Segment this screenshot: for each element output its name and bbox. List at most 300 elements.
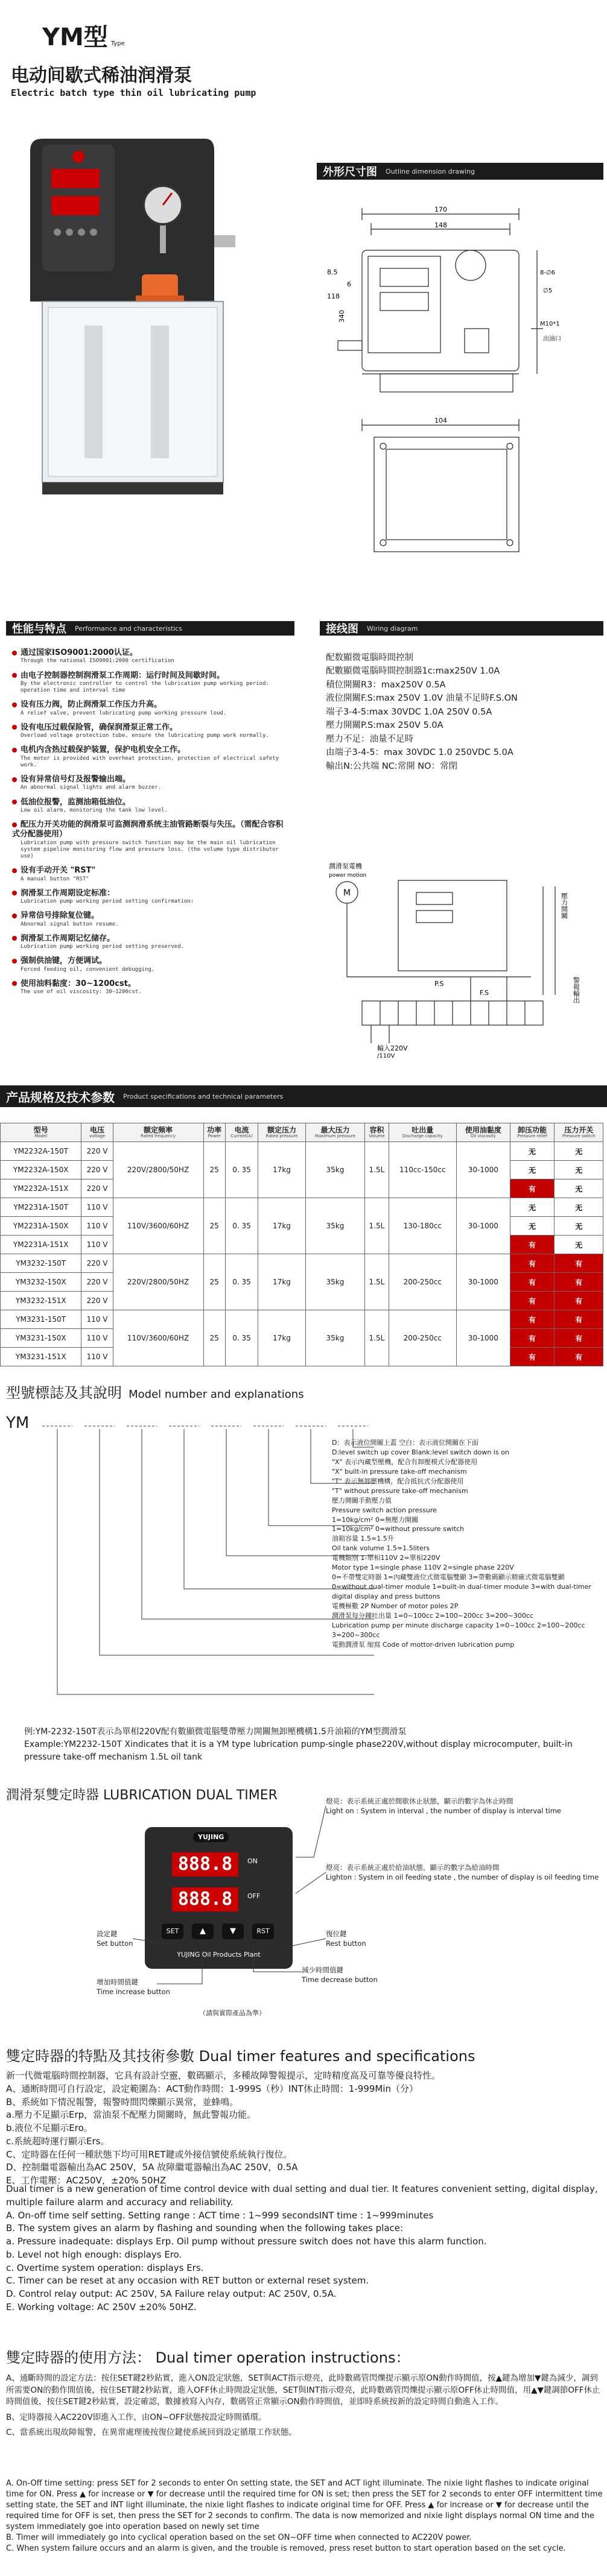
model-example-cn: 例:YM-2232-150T表示為單相220V配有數顯微電腦雙帶壓力開關無卸壓機構1.5升油箱的YM型潤滑泵 — [24, 1727, 407, 1737]
spec-table — [0, 1123, 603, 1366]
spec-header-cn: 额定频率 — [144, 1125, 173, 1134]
timer-up-button[interactable]: ▲ — [192, 1924, 214, 1939]
spec-switch: 有 — [555, 1254, 603, 1273]
model-note: "X" 表示內藏型壓機，配合有卸壓模式分配器使用 — [332, 1457, 478, 1466]
model-note: 潤滑泵每分鐘吐出量 1=0~100cc 2=100~200cc 3=200~300cc — [332, 1611, 534, 1620]
callout-decrease-en: Time decrease button — [302, 1975, 378, 1984]
feature-cn: 电机内含热过载保护装置，保护电机安全工作。 — [21, 745, 186, 755]
spec-header — [225, 1123, 258, 1142]
spec-header-cn: 型号 — [33, 1125, 48, 1134]
spec-discharge: 200-250cc — [389, 1310, 457, 1366]
spec-relief: 无 — [510, 1142, 555, 1161]
timer-feature-en-line: a. Pressure inadequate: displays Erp. Oil pump without pressure switch does not have this alarm function. — [6, 2236, 487, 2247]
timer-usage-cn-line: A、通斷時間的設定方法：按住SET鍵2秒鉆實，進入ON設定狀態，SET與ACT指示燈亮，此時數碼管閃爍提示顯示原ON動作時間值，按▲鍵為增加▼鍵為減少，調到所需要ON的動作間值後，按住SET鍵2秒鉆實，進入OFF休止時間設定狀態，SET與INT指示燈亮，此時數碼管閃爍提示顯示原OFF休止時間值，用▲▼鍵調節OFF休止時間值後，按住SET鍵2秒鉆實，設定確認，數據被寫入內存，數碼管正常顯示ON動作時間值，並即時系統按新的設定時間自動進入工作。 — [6, 2373, 600, 2407]
model-note: "T" without pressure take-off mechanism — [332, 1486, 468, 1495]
spec-max: 35kg — [305, 1310, 365, 1366]
timer-callout-light-on2 — [326, 1863, 603, 1882]
model-note: D:level switch up cover Blank:level switch down is on — [332, 1448, 509, 1456]
model-note: Lubrication pump per minute discharge capacity 1=0~100cc 2=100~200cc 3=200~300cc — [332, 1621, 585, 1639]
spec-current: 0. 35 — [225, 1142, 258, 1198]
spec-header — [258, 1123, 305, 1142]
timer-panel-label: YUJING Oil Products Plant — [177, 1951, 261, 1959]
spec-header-cn: 最大压力 — [320, 1125, 350, 1134]
spec-freq: 110V/3600/60HZ — [113, 1310, 203, 1366]
feature-bullet-icon — [12, 959, 17, 964]
pump-display-top — [51, 169, 100, 188]
spec-vol: 1.5L — [365, 1254, 389, 1310]
spec-header-cn: 吐出量 — [412, 1125, 434, 1134]
callout-set-en: Set button — [97, 1939, 133, 1948]
spec-freq: 220V/2800/50HZ — [113, 1142, 203, 1198]
feature-en: The use of oil viscosity: 30~1200cst. — [21, 989, 142, 995]
wiring-fs: F.S — [480, 989, 489, 997]
feature-en: Abnormal signal button resume. — [21, 921, 119, 927]
model-example-en: Example:YM2232-150T Xindicates that it is a YM type lubrication pump-single phase220V,without display microcomputer, built-in pressure take-off mechanism 1.5L oil tank — [24, 1740, 573, 1762]
spec-current: 0. 35 — [225, 1310, 258, 1366]
spec-discharge: 110cc-150cc — [389, 1142, 457, 1198]
spec-voltage: 110 V — [81, 1348, 113, 1366]
feature-bullet-icon — [12, 777, 17, 782]
feature-item — [12, 745, 290, 769]
spec-header-en: Discharge capacity — [402, 1133, 443, 1138]
timer-usage-cn — [6, 2373, 603, 2443]
model-title: YM型 — [42, 24, 108, 51]
spec-voltage: 220 V — [81, 1161, 113, 1179]
spec-vol: 1.5L — [365, 1198, 389, 1254]
model-expl-title-cn: 型號標誌及其說明 — [6, 1384, 122, 1401]
table-row — [1, 1142, 603, 1161]
spec-header — [1, 1123, 81, 1142]
wiring-line: 液位開關F.S:max 250V 1.0V 油量不足時F.S.ON — [326, 693, 518, 704]
feature-item — [12, 911, 290, 928]
spec-model: YM2231A-151X — [1, 1236, 81, 1254]
spec-header-cn: 使用油黏度 — [465, 1125, 501, 1134]
wiring-ps: P.S — [434, 980, 444, 988]
spec-header-cn: 卸压功能 — [518, 1125, 547, 1134]
timer-features-en — [6, 2183, 603, 2314]
spec-header-en: Maximum pressure — [314, 1133, 355, 1138]
spec-header — [113, 1123, 203, 1142]
wiring-input2: /110V — [377, 1053, 395, 1059]
feature-bullet-icon — [12, 702, 17, 707]
spec-voltage: 110 V — [81, 1236, 113, 1254]
spec-title-cn: 产品规格及技术参数 — [6, 1090, 115, 1105]
spec-header-en: voltage — [89, 1133, 106, 1138]
cn-title: 电动间歇式稀油润滑泵 — [11, 65, 192, 86]
model-note: 電機極數 2P Number of motor poles 2P — [332, 1602, 459, 1610]
timer-display-bottom: 888.8 — [172, 1887, 238, 1911]
dim-148: 148 — [434, 221, 447, 229]
callout-reset-en: Rest button — [326, 1939, 366, 1948]
feature-item — [12, 889, 290, 906]
wiring-line: 壓力不足：油量不足時 — [326, 734, 413, 744]
feature-bullet-icon — [12, 673, 17, 678]
timer-rst-button[interactable]: RST — [252, 1924, 274, 1939]
timer-feature-en-line: A. On-off time self setting. Setting range : ACT time : 1~999 secondsINT time : 1~999minutes — [6, 2209, 434, 2221]
model-code-diagram — [36, 1411, 374, 1725]
callout-light-on-cn: 燈亮：表示系統正處於間歇休止狀態，顯示的數字為休止時間 — [326, 1797, 513, 1805]
feature-en: Low oil alarm, monitoring the tank low level. — [21, 807, 168, 813]
timer-note: （請與實際產品為準） — [199, 2009, 265, 2017]
feature-cn: 由电子控制器控制润滑泵工作周期：运行时间及间歇时间。 — [21, 671, 225, 680]
spec-switch: 无 — [555, 1198, 603, 1217]
spec-relief: 无 — [510, 1217, 555, 1236]
feature-bullet-icon — [12, 725, 17, 730]
spec-voltage: 220 V — [81, 1179, 113, 1198]
header — [42, 18, 125, 52]
spec-header-cn: 额定压力 — [267, 1125, 296, 1134]
en-title: Electric batch type thin oil lubricating pump — [11, 87, 256, 98]
spec-header-en: Volume — [369, 1133, 385, 1138]
spec-rated: 17kg — [258, 1198, 305, 1254]
timer-features-cn — [6, 2069, 603, 2188]
spec-model: YM3232-150T — [1, 1254, 81, 1273]
feature-cn: 低油位报警，监测油箱低油位。 — [21, 797, 131, 807]
spec-switch: 无 — [555, 1236, 603, 1254]
dim-104: 104 — [434, 417, 447, 425]
spec-visc: 30-1000 — [457, 1142, 510, 1198]
spec-switch: 有 — [555, 1292, 603, 1310]
features-list — [12, 648, 290, 1002]
spec-switch: 有 — [555, 1348, 603, 1366]
feature-cn: 设有压力阀，防止润滑泵工作压力升高。 — [21, 700, 162, 710]
feature-cn: 通过国家ISO9001:2000认证。 — [21, 648, 138, 657]
features-title-en: Performance and characteristics — [75, 624, 183, 633]
timer-usage-title: 雙定時器的使用方法： Dual timer operation instructions： — [6, 2349, 410, 2366]
spec-visc: 30-1000 — [457, 1310, 510, 1366]
spec-model: YM3231-150T — [1, 1310, 81, 1329]
spec-switch: 有 — [555, 1329, 603, 1348]
spec-header-en: Current(A) — [230, 1133, 253, 1138]
pump-display-bottom — [51, 196, 100, 215]
feature-cn: 设有异常信号灯及报警输出端。 — [21, 775, 131, 784]
model-notes — [332, 1438, 603, 1650]
spec-header-en: Model — [34, 1133, 48, 1138]
outlet-label: 出油口 — [543, 336, 561, 343]
wiring-line: 積位開關R3：max250V 0.5A — [326, 680, 446, 690]
timer-feature-en-line: C. Timer can be reset at any occasion with RET button or external reset system. — [6, 2275, 369, 2287]
feature-bullet-icon — [12, 868, 17, 873]
spec-power: 25 — [203, 1198, 225, 1254]
feature-cn: 使用油料黏度：30~1200cst。 — [21, 979, 136, 988]
spec-rated: 17kg — [258, 1254, 305, 1310]
model-note: 壓力開關手動壓力值 — [332, 1496, 392, 1504]
spec-voltage: 110 V — [81, 1329, 113, 1348]
timer-usage-cn-line: B、定時器接入AC220V即進入工作，由ON~OFF狀態按設定時間循環。 — [6, 2412, 267, 2422]
spec-voltage: 110 V — [81, 1217, 113, 1236]
model-note: 0=不帶雙定時器 1=內藏雙液位式微電腦雙顯 3=帶數碼顯示精確式微電腦雙顯 — [332, 1573, 565, 1582]
wiring-line: 配数顯微電腦時間控制 — [326, 653, 413, 663]
model-note: 1=10kg/cm² 0=without pressure switch — [332, 1525, 465, 1533]
timer-on-label: ON — [247, 1857, 258, 1865]
feature-bullet-icon — [12, 891, 17, 895]
outline-title-bar — [317, 163, 603, 180]
model-note: "T" 表示無卸壓機構，配合抵抗式分配器使用 — [332, 1477, 464, 1485]
spec-relief: 有 — [510, 1348, 555, 1366]
timer-feature-en-line: B. The system gives an alarm by flashing and sounding when the following takes place: — [6, 2223, 404, 2234]
model-note: 電動潤滑泵 缩寫 Code of mottor-driven lubrication pump — [332, 1640, 515, 1649]
callout-set-cn: 設定鍵 — [97, 1930, 118, 1938]
dim-5: ∅5 — [543, 288, 553, 294]
spec-model: YM2231A-150T — [1, 1198, 81, 1217]
spec-freq: 110V/3600/60HZ — [113, 1198, 203, 1254]
timer-usage-en-line: C. When system failure occurs and an alarm is given, and the trouble is removed, press reset button to start operation based on the set cycle. — [6, 2543, 566, 2553]
wiring-motor-en: power motion — [329, 873, 367, 879]
timer-feature-en-line: D. Control relay output: AC 250V, 5A Failure relay output: AC 250V, 0.5A. — [6, 2288, 337, 2299]
spec-model: YM3231-150X — [1, 1329, 81, 1348]
dim-118: 118 — [327, 292, 340, 300]
feature-cn: 润滑泵工作周期记忆储存。 — [21, 933, 115, 943]
timer-feature-cn-line: C、定時器在任何一種狀態下均可用RET鍵或外接信號使系統執行復位。 — [6, 2148, 293, 2160]
timer-feature-en-line: E. Working voltage: AC 250V ±20% 50HZ. — [6, 2301, 197, 2312]
outline-dimension-drawing — [326, 202, 591, 588]
feature-cn: 设有电压过载保险管，确保润滑泵正常工作。 — [21, 722, 178, 732]
table-row — [1, 1254, 603, 1273]
feature-en: A relief valve, prevent lubricating pump working pressure loud. — [21, 710, 227, 716]
spec-header — [510, 1123, 555, 1142]
spec-header — [365, 1123, 389, 1142]
type-label: Type — [110, 40, 125, 47]
timer-feature-en-line: Dual timer is a new generation of time control device with dual setting and dual tier. It features convenient setting, digital display, multiple failure alarm and accuracy and reliability. — [6, 2183, 598, 2208]
table-row — [1, 1198, 603, 1217]
callout-reset-cn: 復位鍵 — [326, 1930, 347, 1938]
spec-switch: 无 — [555, 1217, 603, 1236]
spec-header-cn: 功率 — [207, 1125, 222, 1134]
spec-model: YM3231-151X — [1, 1348, 81, 1366]
spec-voltage: 220 V — [81, 1142, 113, 1161]
spec-relief: 有 — [510, 1236, 555, 1254]
timer-feature-en-line: c. Overtime system operation: displays Ers. — [6, 2262, 204, 2273]
spec-voltage: 220 V — [81, 1292, 113, 1310]
callout-decrease-cn: 減少時間值鍵 — [302, 1966, 343, 1974]
spec-vol: 1.5L — [365, 1142, 389, 1198]
feature-bullet-icon — [12, 748, 17, 753]
timer-feature-cn-line: b.液位不足顯示Ero。 — [6, 2123, 93, 2133]
spec-header — [305, 1123, 365, 1142]
timer-feature-cn-line: a.壓力不足顯示Erp，當油泵不配壓力開關時，無此警報功能。 — [6, 2109, 256, 2121]
timer-feature-cn-line: A、通断時間可自行設定，設定範圍為：ACT動作時間：1-999S（秒）INT休止時間：1-999Min（分） — [6, 2083, 419, 2094]
feature-en: An abnormal signal lights and alarm buzzer. — [21, 784, 161, 791]
spec-current: 0. 35 — [225, 1198, 258, 1254]
spec-relief: 无 — [510, 1161, 555, 1179]
model-expl-title-en: Model number and explanations — [129, 1388, 304, 1401]
feature-cn: 异常信号排除复位键。 — [21, 911, 100, 921]
feature-bullet-icon — [12, 651, 17, 655]
spec-rated: 17kg — [258, 1142, 305, 1198]
model-note: D：表示液位開關上蓋 空白：表示液位開關在下面 — [332, 1439, 478, 1447]
model-note: 1=10kg/cm² 0=無壓力開關 — [332, 1515, 419, 1524]
spec-vol: 1.5L — [365, 1310, 389, 1366]
callout-increase-en: Time increase button — [97, 1987, 170, 1996]
timer-title: 潤滑泵雙定時器 LUBRICATION DUAL TIMER — [6, 1788, 278, 1803]
timer-feature-en-line: b. Level not high enough: displays Ero. — [6, 2249, 182, 2260]
spec-voltage: 110 V — [81, 1310, 113, 1329]
spec-visc: 30-1000 — [457, 1198, 510, 1254]
spec-title-en: Product specifications and technical parameters — [123, 1092, 284, 1100]
spec-model: YM2231A-150X — [1, 1217, 81, 1236]
model-expl-title — [6, 1381, 304, 1402]
spec-header-en: Power — [208, 1133, 221, 1138]
wiring-title-bar — [320, 621, 603, 636]
timer-off-label: OFF — [247, 1892, 261, 1900]
spec-title-bar — [0, 1085, 607, 1107]
spec-switch: 无 — [555, 1161, 603, 1179]
timer-callout-set — [97, 1930, 133, 1948]
spec-max: 35kg — [305, 1198, 365, 1254]
model-note: 電機類別 1-單相110V 2=單相220V — [332, 1554, 440, 1562]
wiring-input: 輸入220V — [377, 1044, 408, 1052]
spec-header-cn: 电流 — [234, 1125, 249, 1134]
model-note: Pressure switch action pressure — [332, 1506, 437, 1514]
features-title-bar — [6, 621, 294, 636]
spec-header — [81, 1123, 113, 1142]
timer-usage-en-line: A. On-Off time setting: press SET for 2 seconds to enter On setting state, the SET and ACT light illuminate. The nixie light flashes to indicate original time for ON. Press ▲ for increase or ▼ for decrease until the required time for ON is set; then press the SET for 2 seconds to enter OFF intermittent time setting state, the SET and INT light illuminate, the nixie light flashes to indicate original time for OFF. Press ▲ for increase or ▼ for decrease until the required time for OFF is set, then press the SET for 2 seconds to confirm. The data is now memorized and nixie light displays normal ON time and the system immediately goe into operation based on newly set time — [6, 2479, 603, 2531]
table-row — [1, 1310, 603, 1329]
feature-en: By the electronic controller to control the lubrication pump working period: operation time and interval time — [21, 680, 269, 693]
wiring-m: M — [343, 888, 351, 898]
feature-item — [12, 820, 290, 860]
feature-en: Through the national ISO9001:2000 certification — [21, 658, 174, 665]
feature-item — [12, 979, 290, 996]
feature-bullet-icon — [12, 822, 17, 827]
feature-item — [12, 671, 290, 695]
feature-en: Overload voltage protection tube, ensure the lubricating pump work normally. — [21, 733, 269, 739]
timer-feature-cn-line: B、系統如下情況報警，報警時間閃爍顯示異常，並蜂鳴。 — [6, 2096, 239, 2107]
wiring-line: 由端子3-4-5：max 30VDC 1.0 250VDC 5.0A — [326, 748, 513, 758]
spec-header-en: Oil viscosity — [470, 1133, 496, 1138]
spec-switch: 无 — [555, 1142, 603, 1161]
spec-model: YM2232A-150X — [1, 1161, 81, 1179]
model-example — [24, 1726, 597, 1764]
feature-item — [12, 648, 290, 665]
outline-title-en: Outline dimension drawing — [386, 167, 475, 175]
spec-header-en: Pressure relief — [517, 1133, 547, 1138]
spec-relief: 有 — [510, 1179, 555, 1198]
callout-light-on2-cn: 燈亮：表示系統正處於給油狀態，顯示的數字為給油時間 — [326, 1863, 500, 1872]
model-note: 油箱容量 1.5=1.5升 — [332, 1535, 394, 1543]
wiring-motor-label: 潤滑泵電機 — [329, 862, 362, 870]
feature-item — [12, 700, 290, 717]
spec-header — [203, 1123, 225, 1142]
feature-bullet-icon — [12, 800, 17, 804]
dim-170: 170 — [434, 206, 447, 213]
model-note: Motor type 1=single phase 110V 2=single phase 220V — [332, 1564, 514, 1572]
spec-header-en: Rated frequency — [141, 1133, 176, 1138]
spec-header-cn: 电压 — [90, 1125, 105, 1134]
feature-cn: 强制供油键，方便调试。 — [21, 956, 107, 966]
model-note: 0=without dual-timer module 1=built-in dual-timer module 3=with dual-timer digital display and press buttons — [332, 1583, 591, 1600]
outline-title-cn: 外形尺寸图 — [323, 166, 377, 178]
feature-en: The motor is provided with overheat protection, protection of electrical safety work. — [21, 755, 279, 768]
wiring-line: 壓力開關P.S:max 250V 5.0A — [326, 721, 443, 731]
spec-relief: 无 — [510, 1198, 555, 1217]
timer-brand: YUJING — [193, 1832, 229, 1842]
wiring-title-en: Wiring diagram — [367, 624, 418, 633]
feature-cn: 配压力开关功能的润滑泵可监测润滑系统主油管路断裂与失压。（需配合容积式分配器使用） — [12, 820, 284, 839]
dim-340: 340 — [338, 310, 346, 323]
feature-cn: 设有手动开关 "RST" — [21, 866, 96, 876]
spec-header — [389, 1123, 457, 1142]
spec-header — [457, 1123, 510, 1142]
spec-relief: 有 — [510, 1254, 555, 1273]
wiring-line: 端子3-4-5:max 30VDC 1.0A 250V 0.5A — [326, 707, 492, 717]
timer-usage-cn-line: C、當系統出現故障報警，在異常處理後按復位鍵使系統回到設定循環工作狀態。 — [6, 2428, 297, 2438]
spec-switch: 无 — [555, 1179, 603, 1198]
dim-8-6: 8-∅6 — [540, 270, 556, 276]
dim-6: 6 — [347, 280, 351, 288]
spec-header-en: Rated pressure — [265, 1133, 298, 1138]
callout-light-on-en: Light on : System in interval , the number of display is interval time — [326, 1806, 561, 1815]
timer-feature-cn-line: 新一代微電腦時間控制器，它具有設計空靈，數碼顯示，多種故障警報提示，定時精度高及可靠等優良特性。 — [6, 2070, 441, 2081]
callout-light-on2-en: Lighton : System in oil feeding state , the number of display is oil feeding time — [326, 1872, 599, 1881]
feature-cn: 润滑泵工作周期设定标准： — [21, 888, 115, 898]
feature-item — [12, 934, 290, 951]
timer-usage-en-line: B. Timer will immediately go into cyclical operation based on the set ON~OFF time when connected to AC220V power. — [6, 2533, 472, 2542]
timer-feature-cn-line: c.系統超時運行顯示Ers。 — [6, 2135, 110, 2147]
spec-header-en: Pressure switch — [562, 1133, 596, 1138]
spec-header-cn: 容积 — [369, 1125, 384, 1134]
wiring-line: 輸出N:公共端 NC:常開 NO：常閉 — [326, 761, 458, 771]
spec-discharge: 200-250cc — [389, 1254, 457, 1310]
pump-product-image — [6, 127, 302, 507]
spec-rated: 17kg — [258, 1310, 305, 1366]
timer-usage-en — [6, 2478, 603, 2554]
spec-relief: 有 — [510, 1329, 555, 1348]
spec-visc: 30-1000 — [457, 1254, 510, 1310]
spec-discharge: 130-180cc — [389, 1198, 457, 1254]
spec-relief: 有 — [510, 1292, 555, 1310]
feature-item — [12, 866, 290, 883]
spec-current: 0. 35 — [225, 1254, 258, 1310]
timer-features-title: 雙定時器的特點及其技術參數 Dual timer features and specifications — [6, 2048, 475, 2065]
spec-power: 25 — [203, 1142, 225, 1198]
wiring-line: 配數顯微電腦時間控制器1c:max250V 1.0A — [326, 666, 500, 677]
features-title-cn: 性能与特点 — [12, 623, 66, 636]
feature-en: A manual button "RST" — [21, 876, 89, 882]
timer-callout-light-on — [326, 1797, 603, 1816]
wiring-alarm: 壓力開關 — [560, 892, 568, 919]
spec-model: YM3232-151X — [1, 1292, 81, 1310]
wiring-alarm2: 警報輸出 — [572, 977, 580, 1003]
model-note: "X" built-in pressure take-off mechanism — [332, 1467, 467, 1476]
timer-callout-lines — [133, 1809, 332, 2008]
model-note: Oil tank volume 1.5=1.5liters — [332, 1544, 430, 1553]
feature-bullet-icon — [12, 936, 17, 941]
wiring-specs — [326, 651, 597, 773]
callout-increase-cn: 增加時間值鍵 — [97, 1978, 138, 1986]
feature-item — [12, 798, 290, 815]
spec-switch: 有 — [555, 1273, 603, 1292]
timer-feature-cn-line: D、控制繼電器輸出為AC 250V，5A 故障繼電器輸出為AC 250V，0.5A — [6, 2162, 298, 2173]
spec-max: 35kg — [305, 1142, 365, 1198]
feature-bullet-icon — [12, 914, 17, 918]
spec-voltage: 110 V — [81, 1198, 113, 1217]
spec-model: YM2232A-150T — [1, 1142, 81, 1161]
wiring-title-cn: 接线图 — [326, 623, 358, 636]
spec-power: 25 — [203, 1310, 225, 1366]
feature-en: Lubrication pump working period setting confirmation: — [21, 898, 194, 904]
spec-model: YM2232A-151X — [1, 1179, 81, 1198]
feature-bullet-icon — [12, 981, 17, 986]
timer-down-button[interactable]: ▼ — [222, 1924, 244, 1939]
spec-power: 25 — [203, 1254, 225, 1310]
timer-feature-cn-line: E、工作電壓：AC250V，±20% 50HZ — [6, 2175, 167, 2186]
timer-set-button[interactable]: SET — [162, 1924, 183, 1939]
feature-item — [12, 723, 290, 740]
spec-max: 35kg — [305, 1254, 365, 1310]
dim-8-5: 8.5 — [327, 268, 338, 276]
spec-header — [555, 1123, 603, 1142]
